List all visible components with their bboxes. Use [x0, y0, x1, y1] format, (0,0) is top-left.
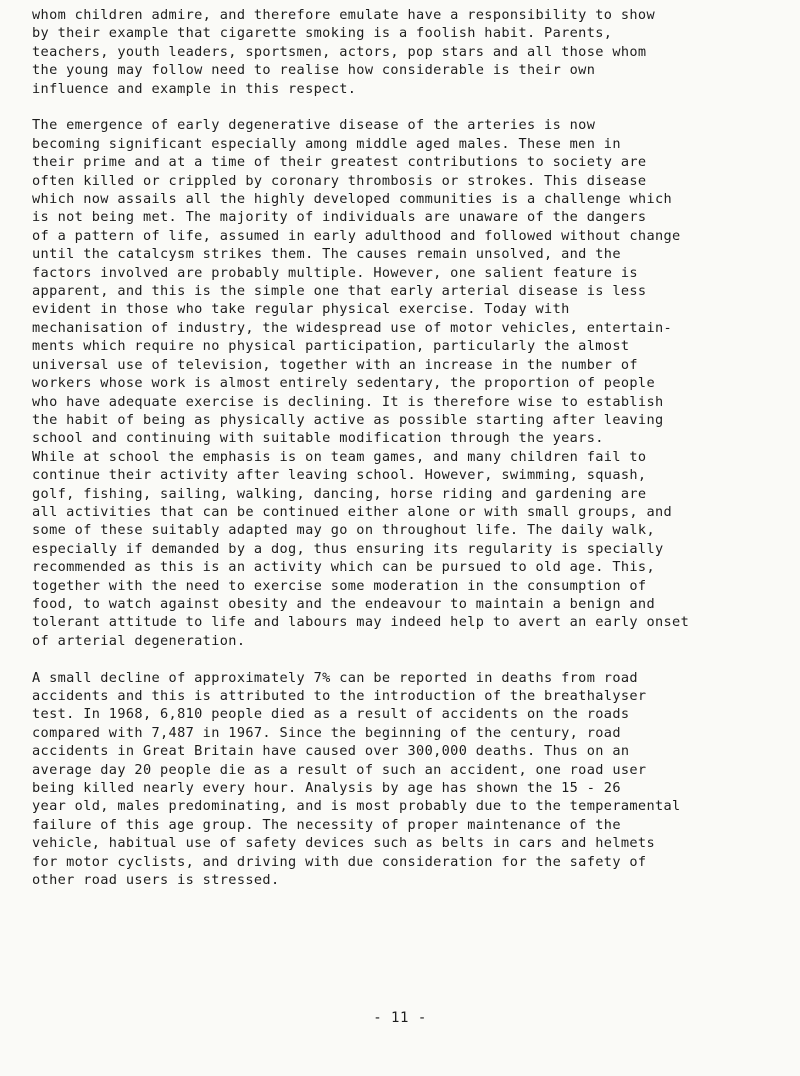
page-number: - 11 -: [373, 1010, 427, 1026]
document-page: [32, 6, 790, 889]
paragraph-arterial-disease: The emergence of early degenerative disease of the arteries is now becoming significant especially among middle aged males. These men in their prime and at a time of their greatest contributions to society are often killed or crippled by coronary thrombosis or strokes. This disease which now assails all the highly developed communities is a challenge which is not being met. The majority of individuals are unaware of the dangers of a pattern of life, assumed in early adulthood and followed without change until the catalcysm strikes them. The causes remain unsolved, and the factors involved are probably multiple. However, one salient feature is apparent, and this is the simple one that early arterial disease is less evident in those who take regular physical exercise. Today with mechanisation of industry, the widespread use of motor vehicles, entertain- ments which require no physical participation, particularly the almost universal use of television, together with an increase in the number of workers whose work is almost entirely sedentary, the proportion of people who have adequate exercise is declining. It is therefore wise to establish the habit of being as physically active as possible starting after leaving school and continuing with suitable modification through the years. While at school the emphasis is on team games, and many children fail to continue their activity after leaving school. However, swimming, squash, golf, fishing, sailing, walking, dancing, horse riding and gardening are all activities that can be continued either alone or with small groups, and some of these suitably adapted may go on throughout life. The daily walk, especially if demanded by a dog, thus ensuring its regularity is specially recommended as this is an activity which can be pursued to old age. This, together with the need to exercise some moderation in the consumption of food, to watch against obesity and the endeavour to maintain a benign and tolerant attitude to life and labours may indeed help to avert an early onset of arterial degeneration.: [32, 117, 690, 649]
paragraph-smoking-example: whom children admire, and therefore emulate have a responsibility to show by their example that cigarette smoking is a foolish habit. Parents, teachers, youth leaders, sportsmen, actors, pop stars and all those whom the young may follow need to realise how considerable is their own influence and example in this respect.: [32, 7, 655, 97]
paragraph-road-accidents: A small decline of approximately 7% can be reported in deaths from road accidents and this is attributed to the introduction of the breathalyser test. In 1968, 6,810 people died as a result of accidents on the roads compared with 7,487 in 1967. Since the beginning of the century, road accidents in Great Britain have caused over 300,000 deaths. Thus on an average day 20 people die as a result of such an accident, one road user being killed nearly every hour. Analysis by age has shown the 15 - 26 year old, males predominating, and is most probably due to the temperamental failure of this age group. The necessity of proper maintenance of the vehicle, habitual use of safety devices such as belts in cars and helmets for motor cyclists, and driving with due consideration for the safety of other road users is stressed.: [32, 669, 681, 889]
